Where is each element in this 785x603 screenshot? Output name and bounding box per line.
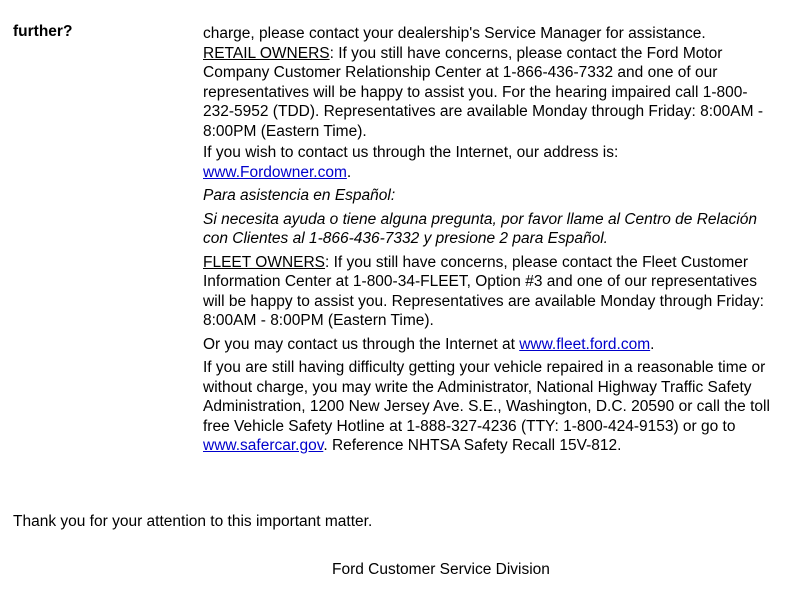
fleet-paragraph [203, 253, 778, 331]
dealership-text: charge, please contact your dealership's Service Manager for assistance. [203, 25, 706, 42]
internet-end: . [346, 163, 352, 181]
fleet-owners-text: : If you still have concerns, please contact the Fleet Customer Information Center at 1-800-34-FLEET, Option #3 and one of our representatives will be happy to assist you. Representatives are available Monday through Friday: 8:00AM - 8:00PM (Eastern Time). [203, 253, 764, 329]
fleet-internet-end: . [650, 335, 655, 353]
safercar-link[interactable]: www.safercar.gov [203, 437, 324, 454]
nhtsa-paragraph [203, 358, 778, 456]
fleet-internet-text: Or you may contact us through the Internet at [203, 335, 520, 353]
nhtsa-end: . Reference NHTSA Safety Recall 15V-812. [323, 437, 622, 454]
spanish-heading: Para asistencia en Español: [203, 187, 396, 204]
fordowner-link[interactable]: www.Fordowner.com [203, 163, 347, 181]
thanks-line: Thank you for your attention to this important matter. [13, 513, 373, 530]
question-label: further? [13, 23, 73, 40]
fleet-link[interactable]: www.fleet.ford.com [519, 335, 651, 353]
spanish-paragraph: Si necesita ayuda o tiene alguna pregunta, por favor llame al Centro de Relación con Clientes al 1-866-436-7332 y presione 2 para Español. [203, 210, 758, 247]
fleet-internet-paragraph [203, 335, 778, 355]
nhtsa-text: If you are still having difficulty getting your vehicle repaired in a reasonable time or without charge, you may write the Administrator, National Highway Traffic Safety Administration, 1200 New Jersey Ave. S.E., Washington, D.C. 20590 or call the toll free Vehicle Safety Hotline at 1-888-327-4236 (TTY: 1-800-424-9153) or go to [203, 359, 770, 435]
internet-paragraph [203, 143, 778, 182]
retail-owners-heading: RETAIL OWNERS [203, 44, 330, 62]
internet-text: If you wish to contact us through the Internet, our address is: [203, 144, 619, 161]
answer-column [203, 24, 778, 460]
signature-line: Ford Customer Service Division [332, 561, 550, 578]
dealership-paragraph [203, 24, 778, 141]
fleet-owners-heading: FLEET OWNERS [203, 253, 326, 271]
retail-owners-text: : If you still have concerns, please contact the Ford Motor Company Customer Relationship Center at 1-866-436-7332 and one of our representatives will be happy to assist you. For the hearing impaired call 1-800-232-5952 (TDD). Representatives are available Monday through Friday: 8:00AM - 8:00PM (Eastern Time). [203, 44, 763, 140]
